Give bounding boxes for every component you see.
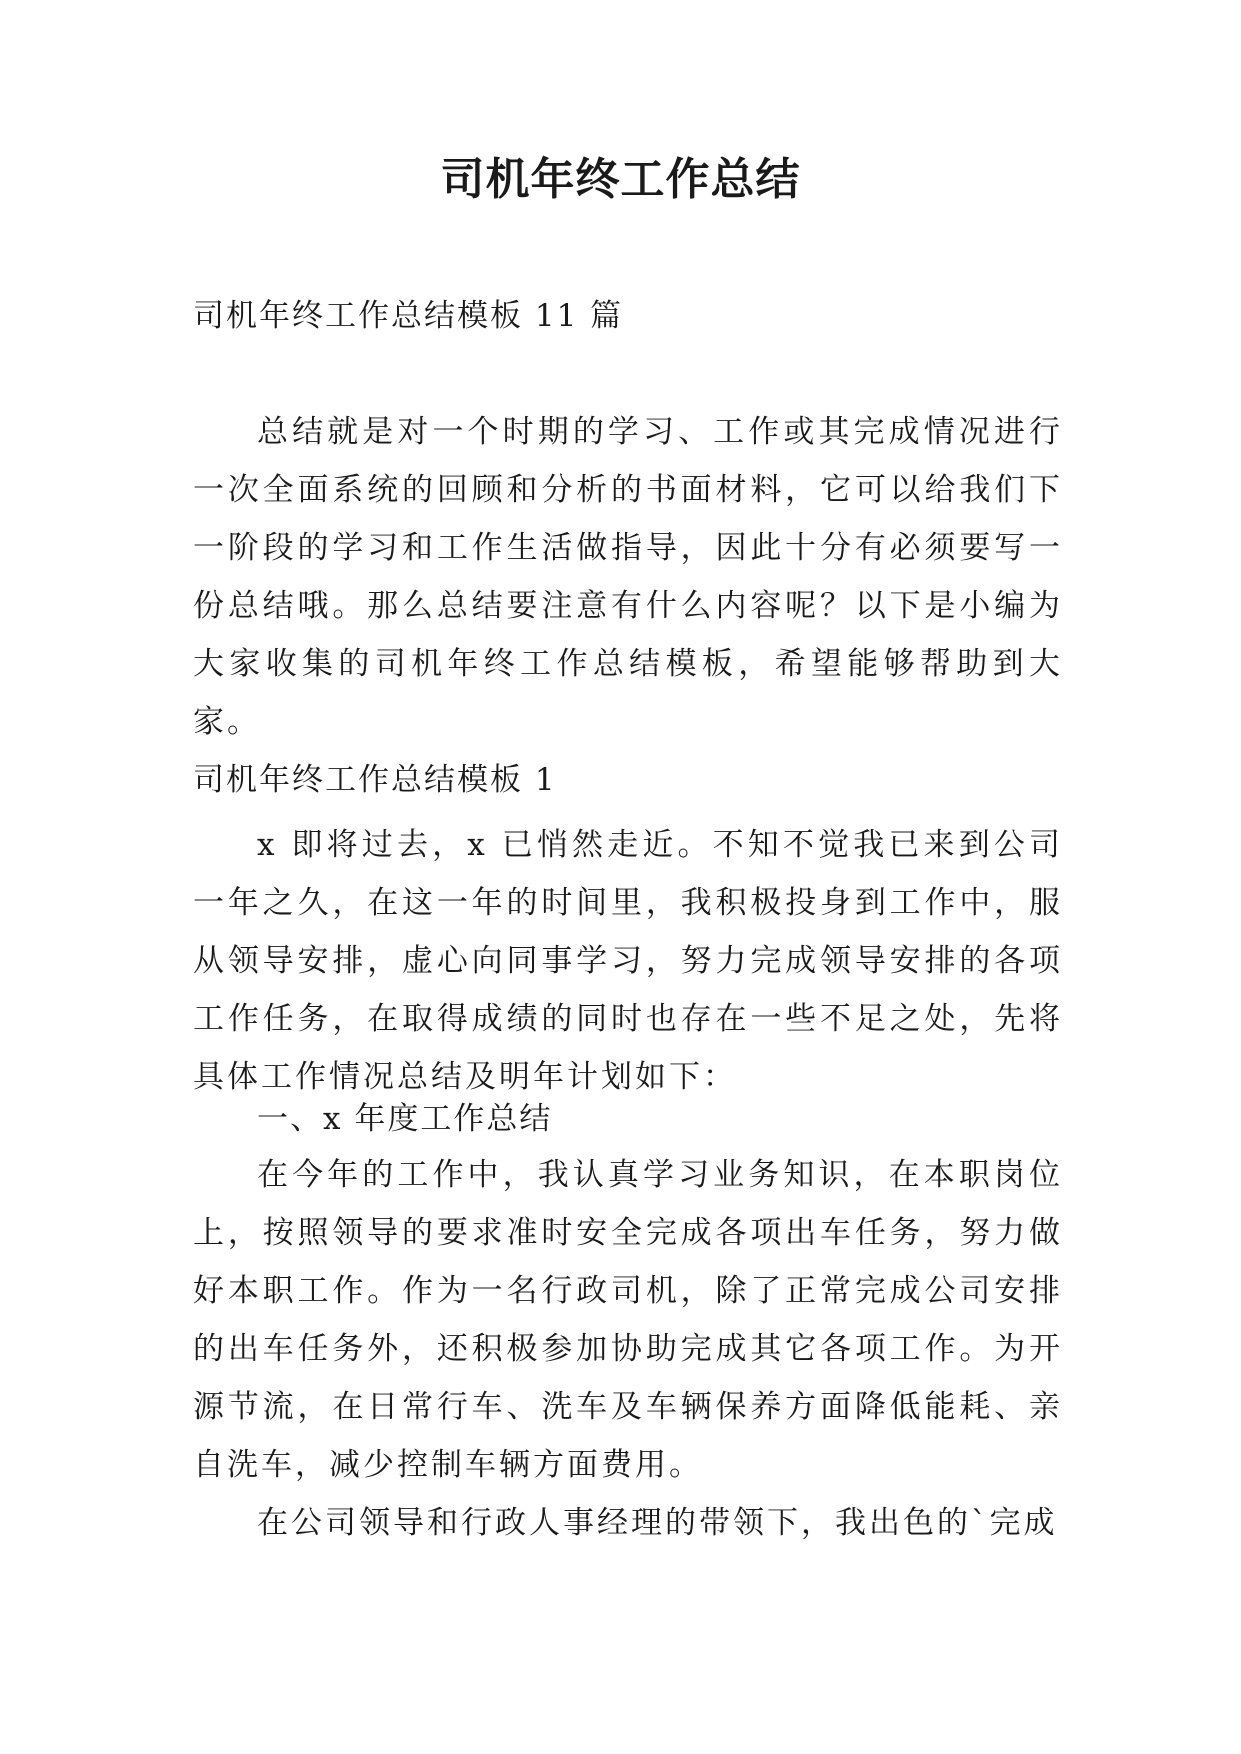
document-title: 司机年终工作总结	[440, 154, 801, 205]
intro-paragraph: 总结就是对一个时期的学习、工作或其完成情况进行一次全面系统的回顾和分析的书面材料，它可以给我们下一阶段的学习和工作生活做指导，因此十分有必须要写一份总结哦。那么总结要注意有什么内容呢？以下是小编为大家收集的司机年终工作总结模板，希望能够帮助到大家。	[193, 414, 1063, 740]
body-paragraph-3: 在公司领导和行政人事经理的带领下，我出色的`完成	[257, 1505, 1058, 1541]
section-heading: 司机年终工作总结模板 1	[193, 762, 557, 798]
sub-heading: 一、x 年度工作总结	[257, 1101, 553, 1137]
body-paragraph-1: x 即将过去，x 已悄然走近。不知不觉我已来到公司一年之久，在这一年的时间里，我积极投身到工作中，服从领导安排，虚心向同事学习，努力完成领导安排的各项工作任务，在取得成绩的同时也存在一些不足之处，先将具体工作情况总结及明年计划如下：	[193, 827, 1063, 1095]
document-subtitle: 司机年终工作总结模板 11 篇	[193, 298, 624, 334]
body-paragraph-2: 在今年的工作中，我认真学习业务知识，在本职岗位上，按照领导的要求准时安全完成各项出车任务，努力做好本职工作。作为一名行政司机，除了正常完成公司安排的出车任务外，还积极参加协助完成其它各项工作。为开源节流，在日常行车、洗车及车辆保养方面降低能耗、亲自洗车，减少控制车辆方面费用。	[193, 1157, 1063, 1483]
